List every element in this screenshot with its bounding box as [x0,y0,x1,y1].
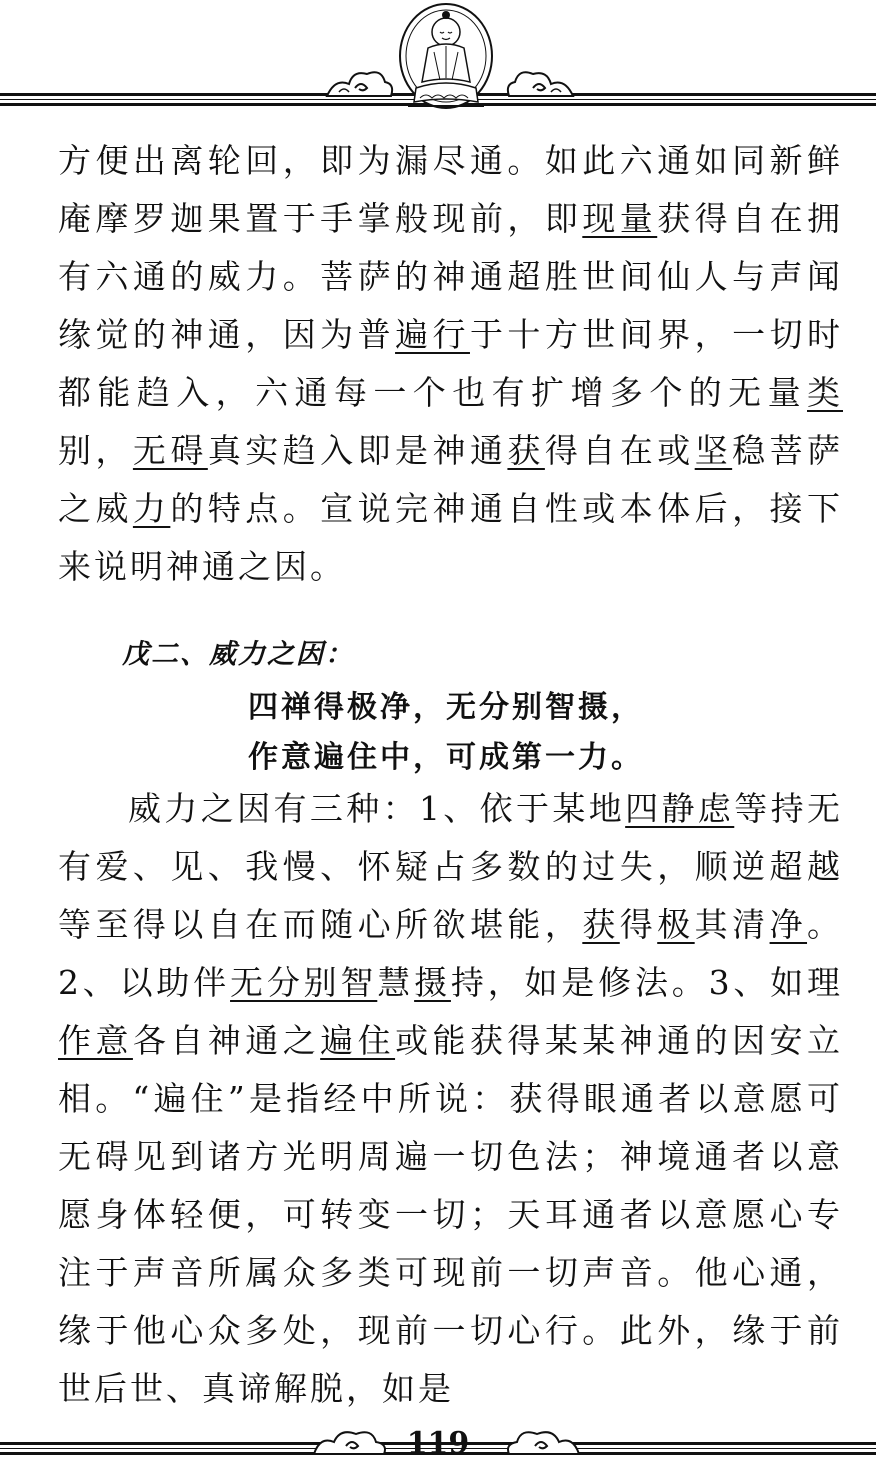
paragraph-1 [58,132,843,596]
text-segment: 慧 [377,963,415,1002]
text-segment: 别， [58,431,133,470]
right-cloud-ornament [505,66,575,100]
text-segment: 获得自在拥有六通的威力。菩萨的神通超胜世间仙人与声闻缘觉的神通，因为普 [58,199,844,354]
text-segment: 或能获得某某神通的因安立相。“遍住”是指经中所说：获得眼通者以意愿可无碍见到诸方光明周遍一切色法；神境通者以意愿身体轻便，可转变一切；天耳通者以意愿心专注于声音所属众多类可现前一切声音。他心通，缘于他心众多处，现前一切心行。此外，缘于前世后世、真谛解脱，如是 [58,1021,844,1408]
buddha-icon [398,2,494,110]
text-segment: 其清 [694,905,770,944]
underlined-term: 获 [582,905,620,944]
underlined-term: 遍行 [395,315,470,354]
section-heading: 戊二、威力之因： [122,639,354,670]
page-header-ornament [0,0,876,118]
text-segment: 的特点。宣说完神通自性或本体后，接下来说明神通之因。 [58,489,844,586]
underlined-term: 无分别智 [230,963,378,1002]
underlined-term: 四静虑 [625,789,735,828]
underlined-term: 极 [657,905,695,944]
text-segment: 于十方世间界，一切时都能趋入，六通每一个也有扩增多个的无量 [58,315,844,412]
text-segment: 稳菩萨之威 [58,431,844,528]
paragraph-2-text [58,780,843,1418]
text-segment: 方便出离轮回，即为漏尽通。如此六通如同新鲜庵摩罗迦果置于手掌般现前，即 [58,141,843,238]
text-segment: 真实趋入即是神通 [207,431,508,470]
verse-line-1: 四禅得极净，无分别智摄， [248,690,644,725]
text-segment: 等持无有爱、见、我慢、怀疑占多数的过失，顺逆超越等至得以自在而随心所欲堪能， [58,789,844,944]
underlined-term: 遍住 [320,1021,396,1060]
paragraph-2 [58,780,843,1418]
left-cloud-ornament [325,66,395,100]
underlined-term: 净 [769,905,808,944]
page-footer [0,1412,876,1471]
paragraph-1-text [58,132,843,596]
text-segment: 得 [619,905,658,944]
text-segment: 得自在或 [544,431,695,470]
underlined-term: 力 [132,489,171,528]
underlined-term: 现量 [582,199,658,238]
underlined-term: 获 [507,431,545,470]
text-segment: 。2、以助伴 [58,905,844,1002]
underlined-term: 作意 [58,1021,133,1060]
text-segment: 持，如是修法。3、如理 [450,963,844,1002]
page-number: 119 [406,1426,470,1461]
text-segment: 各自神通之 [132,1021,321,1060]
underlined-term: 坚 [694,431,733,470]
underlined-term: 摄 [414,963,451,1002]
verse-line-2: 作意遍住中，可成第一力。 [248,740,644,775]
underlined-term: 类 [807,373,843,412]
text-segment: 威力之因有三种：1、依于某地 [128,789,626,828]
underlined-term: 无碍 [132,431,208,470]
